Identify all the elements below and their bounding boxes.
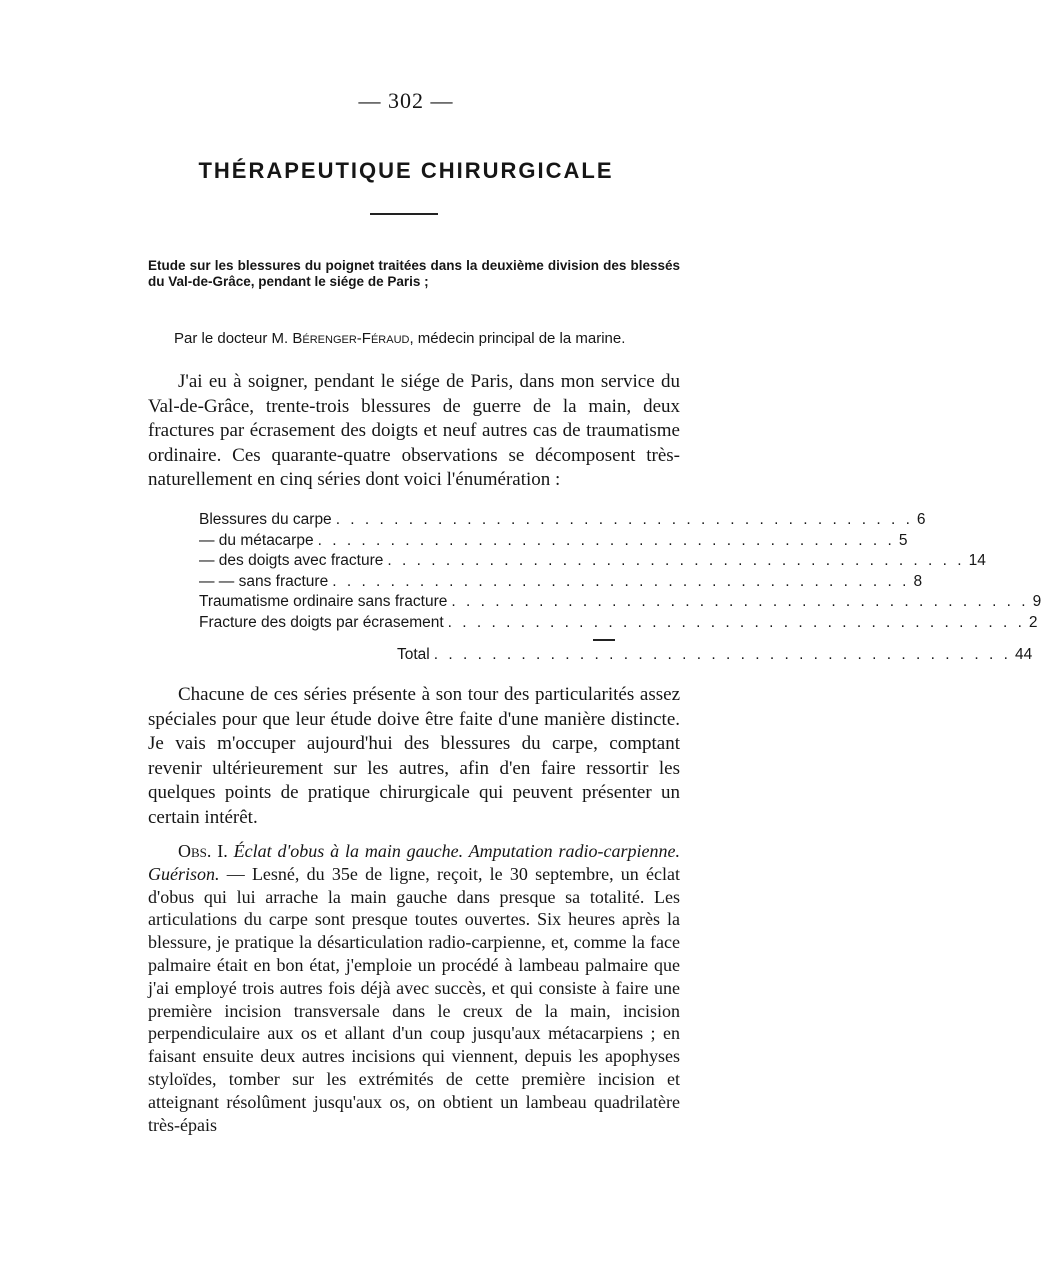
row-value: 6 [916,511,926,528]
observation-text [148,840,680,1136]
row-value: 9 [1032,593,1041,610]
article-subtitle: Etude sur les blessures du poignet traitées dans la deuxième division des blessés du Val-de-Grâce, pendant le siége de Paris ; [148,258,680,289]
row-label: — des doigts avec fracture [199,552,384,569]
series-table [199,510,1041,665]
row-value: 5 [898,531,908,549]
table-row [199,531,908,552]
observation-title: Éclat d'obus à la main gauche. Amputation radio-carpienne. Guérison. [148,841,681,884]
table-row [199,592,1041,613]
row-label: — — sans fracture [199,572,329,590]
table-row [199,572,923,593]
paragraph-intro-text: J'ai eu à soigner, pendant le siége de Paris, dans mon service du Val-de-Grâce, trente-trois blessures de guerre de la main, deux fractures par écrasement des doigts et neuf autres cas de traumatisme ordinaire. Ces quarante-quatre observations se décomposent très-naturellement en cinq séries dont voici l'énumération : [148,371,680,490]
observation-block [148,840,680,1136]
section-title: THÉRAPEUTIQUE CHIRURGICALE [198,158,614,183]
author-prefix: Par le docteur M. [174,330,289,347]
row-label: Blessures du carpe [199,511,332,528]
leader-dots: . . . . . . . . . . . . . . . . . . . . . . . . . . . . . . . . . . . . . . . . [332,572,910,590]
leader-dots: . . . . . . . . . . . . . . . . . . . . . . . . . . . . . . . . . . . . . . . . [387,552,965,569]
row-value: 14 [968,552,986,569]
observation-body: — Lesné, du 35e de ligne, reçoit, le 30 septembre, un éclat d'obus qui lui arrache la main gauche dans presque sa totalité. Les articulations du carpe sont presque toutes ouvertes. Six heures après la blessure, je pratique la désarticulation radio-carpienne, et, comme la face palmaire était en bon état, j'emploie un procédé à lambeau palmaire que j'ai employé trois autres fois déjà avec succès, et qui consiste à faire une première incision transversale dans le creux de la main, incision perpendiculaire aux os et allant d'un coup jusqu'aux métacarpiens ; en faisant ensuite deux autres incisions qui viennent, depuis les apophyses styloïdes, tomber sur les extrémités de cette première incision et atteignant résolûment jusqu'aux os, on obtient un lambeau quadrilatère très-épais [148,863,680,1135]
total-row [199,645,1033,666]
table-row [199,551,986,572]
paragraph-second-text: Chacune de ces séries présente à son tour des particularités assez spéciales pour que leur étude doive être faite d'une manière distincte. Je vais m'occuper aujourd'hui des blessures du carpe, comptant revenir ultérieurement sur les autres, afin d'en faire ressortir les quelques points de pratique chirurgicale qui peuvent présenter un certain intérêt. [148,684,680,828]
leader-dots: . . . . . . . . . . . . . . . . . . . . . . . . . . . . . . . . . . . . . . . . [451,593,1029,610]
leader-dots: . . . . . . . . . . . . . . . . . . . . . . . . . . . . . . . . . . . . . . . . [335,511,913,528]
leader-dots: . . . . . . . . . . . . . . . . . . . . . . . . . . . . . . . . . . . . . . . . [433,645,1011,663]
table-row [199,510,926,531]
row-label: — du métacarpe [199,531,314,549]
table-row [199,613,1038,634]
row-value: 2 [1028,613,1038,631]
paragraph-second [148,683,680,830]
author-line [174,330,680,347]
total-label: Total [397,645,430,663]
row-value: 8 [913,572,923,590]
total-rule [593,639,615,641]
paragraph-intro [148,370,680,493]
leader-dots: . . . . . . . . . . . . . . . . . . . . . . . . . . . . . . . . . . . . . . . . [447,613,1025,631]
title-divider [370,213,438,215]
row-label: Traumatisme ordinaire sans fracture [199,593,448,610]
leader-dots: . . . . . . . . . . . . . . . . . . . . . . . . . . . . . . . . . . . . . . . . [317,531,895,549]
author-suffix: , médecin principal de la marine. [409,330,626,347]
author-name: Bérenger-Féraud [292,330,410,347]
page-number: — 302 — [358,88,454,113]
total-value: 44 [1014,645,1033,663]
observation-label: Obs. I. [178,841,228,861]
row-label: Fracture des doigts par écrasement [199,613,444,631]
